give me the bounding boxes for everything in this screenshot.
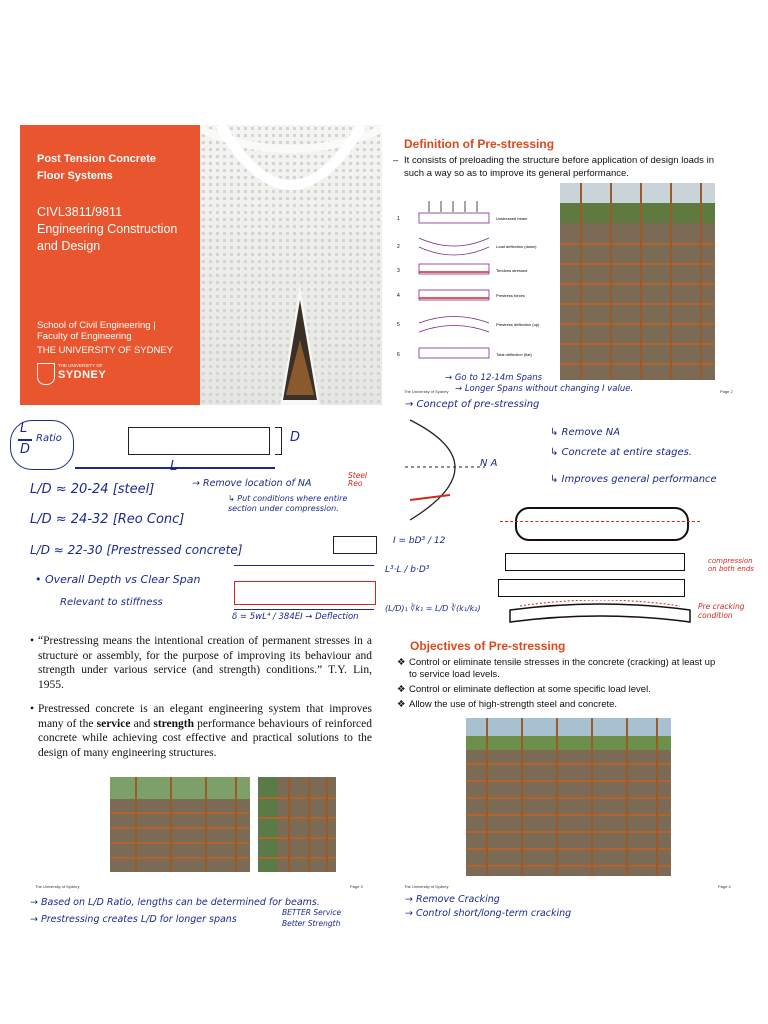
loaded-beam-sketch — [234, 581, 376, 605]
pc-text-a: Prestressed concrete is an elegant engineering system that improves many of the — [38, 703, 372, 730]
slide4-footer-right: Page 4 — [718, 884, 731, 889]
note-control-cracking: → Control short/long-term cracking — [405, 908, 572, 919]
note-overall-depth: • Overall Depth vs Clear Span — [35, 573, 201, 586]
diagram-label-5: Prestress deflection (up) — [496, 322, 540, 327]
diagram-num-3: 3 — [397, 268, 400, 274]
logo-big-text: SYDNEY — [58, 369, 107, 381]
note-compression: ↳ Put conditions where entire section under compression. — [228, 494, 348, 513]
precracked-beam-sketch — [505, 600, 695, 630]
note-longer-spans: → Longer Spans without changing I value. — [455, 384, 634, 394]
bubble-L: L — [20, 421, 28, 436]
compression-beam-1 — [505, 553, 685, 571]
diagram-num-6: 6 — [397, 352, 400, 358]
rebar-grid-photo-1 — [560, 183, 715, 380]
slide3-footer-left: The University of Sydney — [35, 884, 80, 889]
diagram-label-3: Tendons stressed — [496, 268, 528, 273]
pc-service: service — [96, 717, 131, 730]
load-arrows — [234, 565, 374, 576]
title-panel — [20, 125, 200, 405]
objective-text: Allow the use of high-strength steel and concrete. — [409, 699, 618, 710]
note-better-service: BETTER Service — [282, 908, 342, 917]
note-relevant-stiffness: Relevant to stiffness — [60, 597, 163, 608]
prestressed-beam-sketch — [515, 507, 689, 541]
pc-strength: strength — [153, 717, 195, 730]
objectives-list — [397, 657, 717, 711]
objective-text: Control or eliminate tensile stresses in the concrete (cracking) at least up to service load levels. — [409, 657, 716, 680]
diagram-num-2: 2 — [397, 244, 400, 250]
school-line2: Faculty of Engineering — [37, 331, 132, 342]
objective-item — [397, 684, 717, 696]
logo-small-text: THE UNIVERSITY OF — [58, 363, 103, 368]
beam-sketch — [128, 427, 270, 455]
note-remove-na: → Remove location of NA — [192, 478, 312, 489]
compression-beam-2 — [498, 579, 685, 597]
diamond-bullet-icon: ❖ — [397, 699, 406, 710]
na-section-sketch — [400, 415, 510, 525]
lin-quote: “Prestressing means the intentional creation of permanent stresses in a structure or assembly, for the purpose of improving its behaviour and strength under various service (and strength) conditions.” T.Y. Lin, 1955. — [38, 635, 372, 691]
definition-heading: Definition of Pre-stressing — [404, 137, 555, 151]
school-line1: School of Civil Engineering | — [37, 320, 156, 331]
deflection-formula: δ = 5wL⁴ / 384EI → Deflection — [232, 612, 359, 622]
ratio-equation: (L/D)₁ ∛k₁ = L/D ∛(k₁/k₂) — [385, 604, 481, 613]
course-code: CIVL3811/9811 — [37, 205, 123, 219]
diagram-label-4: Prestress forces — [496, 293, 525, 298]
rebar-photo-2 — [110, 777, 250, 872]
definition-bullet-mark: – — [393, 155, 399, 166]
section-sketch — [333, 536, 377, 554]
quote-bullet: • — [30, 635, 35, 647]
inertia-formula: I = bD³ / 12 — [393, 536, 446, 546]
eq-steel: L/D ≈ 20-24 [steel] — [30, 482, 155, 497]
note-remove-na-2: ↳ Remove NA — [550, 427, 621, 438]
dim-L: L — [170, 459, 178, 474]
diamond-bullet-icon: ❖ — [397, 684, 406, 695]
rebar-photo-4 — [466, 718, 671, 876]
depth-bracket — [275, 427, 282, 455]
pc-bullet: • — [30, 703, 35, 715]
tendon-line — [500, 521, 700, 522]
definition-text: It consists of preloading the structure before application of design loads in such a way so as to improve its general performance. — [404, 155, 714, 179]
pc-text-and: and — [130, 717, 154, 730]
dim-D: D — [290, 430, 301, 445]
prestressed-paragraph — [38, 702, 372, 760]
eq-reo-conc: L/D ≈ 24-32 [Reo Conc] — [30, 512, 185, 527]
university-crest-icon — [37, 363, 55, 385]
objective-item — [397, 657, 717, 681]
diagram-num-1: 1 — [397, 216, 400, 222]
prestress-diagram — [394, 198, 554, 368]
slide3-footer-right: Page 3 — [350, 884, 363, 889]
span-line-2 — [234, 609, 374, 610]
title-slide — [20, 125, 382, 405]
note-compression-ends: compression on both ends — [708, 557, 754, 573]
course-name-line2: and Design — [37, 239, 101, 253]
bubble-ratio: Ratio — [36, 433, 62, 444]
diagram-label-1: Unstressed beam — [496, 216, 528, 221]
bubble-D: D — [20, 442, 31, 457]
diagram-label-2: Load deflection (down) — [496, 244, 537, 249]
slide-title-line2: Floor Systems — [37, 170, 113, 182]
note-steel-reo: Steel Reo — [348, 471, 368, 488]
note-better-strength: Better Strength — [282, 919, 341, 928]
inertia-ratio: L³·L / b·D³ — [385, 565, 430, 575]
architecture-photo — [200, 125, 382, 405]
diamond-bullet-icon: ❖ — [397, 657, 406, 668]
fraction-bar — [18, 439, 32, 441]
note-prestressing-creates: → Prestressing creates L/D for longer spans — [30, 914, 237, 925]
diagram-num-5: 5 — [397, 322, 400, 328]
slide2-footer-right: Page 2 — [720, 389, 733, 394]
note-improves: ↳ Improves general performance — [550, 474, 717, 485]
note-remove-cracking: → Remove Cracking — [405, 894, 500, 905]
objectives-heading: Objectives of Pre-stressing — [410, 639, 566, 653]
note-concrete-stages: ↳ Concrete at entire stages. — [550, 447, 693, 458]
objective-item — [397, 699, 717, 711]
note-pre-cracking: Pre cracking condition — [698, 602, 745, 620]
note-go-to-spans: → Go to 12-14m Spans — [445, 373, 543, 383]
diagram-label-6: Total deflection (flat) — [496, 352, 532, 357]
slide4-footer-left: The University of Sydney — [404, 884, 449, 889]
note-na: N A — [480, 458, 498, 469]
slide2-footer-left: The University of Sydney — [404, 389, 449, 394]
diagram-num-4: 4 — [397, 293, 400, 299]
eq-prestressed: L/D ≈ 22-30 [Prestressed concrete] — [30, 543, 243, 557]
university-name: THE UNIVERSITY OF SYDNEY — [37, 345, 174, 356]
slide-title-line1: Post Tension Concrete — [37, 153, 156, 165]
course-name-line1: Engineering Construction — [37, 222, 178, 236]
pc-text-b: performance behaviours of reinforced concrete while achieving cost effective and practical solutions to the design of many engineering structures. — [38, 717, 372, 759]
note-based-on-ratio: → Based on L/D Ratio, lengths can be determined for beams. — [30, 897, 320, 908]
rebar-photo-3 — [258, 777, 336, 872]
objective-text: Control or eliminate deflection at some specific load level. — [409, 684, 651, 695]
note-concept: → Concept of pre-stressing — [405, 399, 540, 410]
